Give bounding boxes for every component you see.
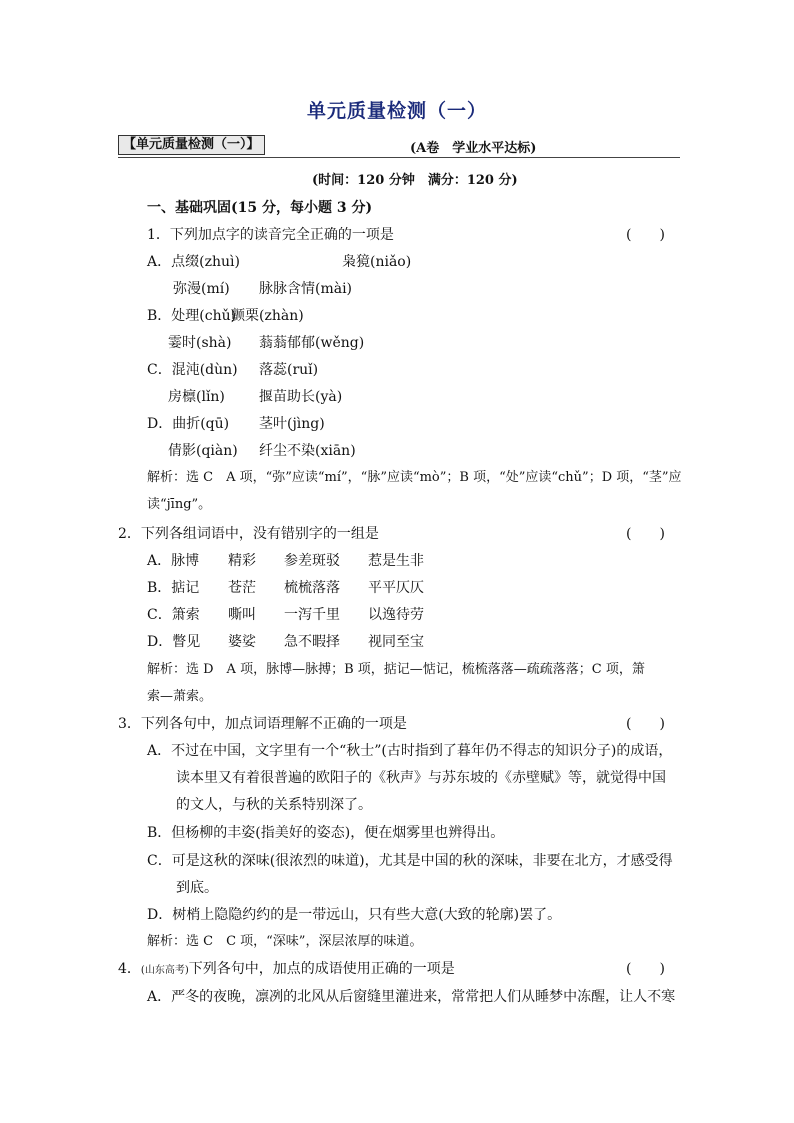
q2-explanation-2: 索—萧索。 [147,689,213,704]
q1-a-3: 弥漫(mí) [173,281,230,297]
q2-c-2: 嘶叫 [228,607,256,623]
q1-b-4: 蓊蓊郁郁(wěng) [259,335,365,351]
q2-d-2: 婆娑 [228,634,256,650]
q1-b-3: 霎时(shà) [168,335,232,351]
page-title: 单元质量检测（一） [306,100,487,122]
q1-d-1: D．曲折(qū) [147,416,230,432]
q2-c-3: 一泻千里 [284,607,340,623]
q2-a-3: 参差斑驳 [284,553,340,569]
q1-b-2: 颤栗(zhàn) [231,308,304,324]
q1-paren: ( ) [626,227,665,243]
q2-d-3: 急不暇择 [284,634,340,650]
q4-paren: ( ) [626,961,665,977]
q2-b-2: 苍茫 [228,580,256,596]
header-bar [118,135,680,158]
q1-b-1: B．处理(chǔ) [147,308,237,324]
q1-c-1: C．混沌(dùn) [147,362,238,378]
q3-paren: ( ) [626,716,665,732]
q2-a-1: A．脉博 [147,553,200,569]
q3-stem: 3．下列各句中，加点词语理解不正确的一项是 [118,716,407,732]
q2-b-4: 平平仄仄 [368,580,424,596]
q2-c-1: C．箫索 [147,607,200,623]
q2-c-4: 以逸待劳 [368,607,424,623]
q1-a-4: 脉脉含情(mài) [259,281,353,297]
q1-d-3: 倩影(qiàn) [168,443,238,459]
q3-b-1: B．但杨柳的丰姿(指美好的姿态)，便在烟雾里也辨得出。 [147,825,505,841]
q2-b-1: B．掂记 [147,580,200,596]
q1-c-2: 落蕊(ruǐ) [259,362,319,378]
q2-b-3: 梳梳落落 [284,580,340,596]
q1-explanation-1: 解析：选 C A 项，“弥”应读“mí”，“脉”应读“mò”；B 项，“处”应读“chǔ”；D 项，“茎”应 [147,470,682,485]
q2-a-2: 精彩 [228,553,256,569]
q1-explanation-2: 读“jīng”。 [147,497,212,512]
q3-c-1: C．可是这秋的深味(很浓烈的味道)，尤其是中国的秋的深味，非要在北方，才感受得 [147,853,673,869]
q2-explanation-1: 解析：选 D A 项，脉博—脉搏；B 项，掂记—惦记，梳梳落落—疏疏落落；C 项，箫 [147,662,645,677]
q1-stem: 1．下列加点字的读音完全正确的一项是 [147,227,394,243]
header-subtitle: (A卷 学业水平达标) [410,141,537,156]
q3-a-2: 读本里又有着很普遍的欧阳子的《秋声》与苏东坡的《赤壁赋》等，就觉得中国 [176,770,666,786]
q1-d-2: 茎叶(jìng) [259,416,325,432]
q2-a-4: 惹是生非 [368,553,424,569]
q3-c-2: 到底。 [176,880,218,896]
q4-a-1: A．严冬的夜晚，凛冽的北风从后窗缝里灌进来，常常把人们从睡梦中冻醒，让人不寒 [147,989,676,1005]
q1-c-4: 揠苗助长(yà) [259,389,343,405]
q1-a-1: A．点缀(zhuì) [147,254,240,270]
q4-stem: 下列各句中，加点的成语使用正确的一项是 [188,961,455,977]
q3-a-3: 的文人，与秋的关系特别深了。 [176,797,372,813]
section-heading: 一、基础巩固(15 分，每小题 3 分) [147,200,373,216]
q2-d-1: D．瞥见 [147,634,201,650]
q2-d-4: 视同至宝 [368,634,424,650]
q4-stem-line [118,959,455,981]
q3-d-1: D．树梢上隐隐约约的是一带远山，只有些大意(大致的轮廓)罢了。 [147,907,562,923]
section-tag: 【单元质量检测（一）】 [118,135,265,155]
q1-c-3: 房檩(lǐn) [168,389,225,405]
q3-a-1: A．不过在中国，文字里有一个“秋士”(古时指到了暮年仍不得志的知识分子)的成语， [147,743,673,759]
time-info: (时间：120 分钟 满分：120 分) [312,173,518,188]
q1-a-2: 枭獍(niǎo) [342,254,412,270]
q1-d-4: 纤尘不染(xiān) [259,443,356,459]
q2-paren: ( ) [626,526,665,542]
q3-explanation-1: 解析：选 C C 项，“深味”，深层浓厚的味道。 [147,934,423,949]
q4-number: 4． [118,961,141,977]
q4-source: (山东高考) [140,965,189,976]
q2-stem: 2．下列各组词语中，没有错别字的一组是 [118,526,379,542]
